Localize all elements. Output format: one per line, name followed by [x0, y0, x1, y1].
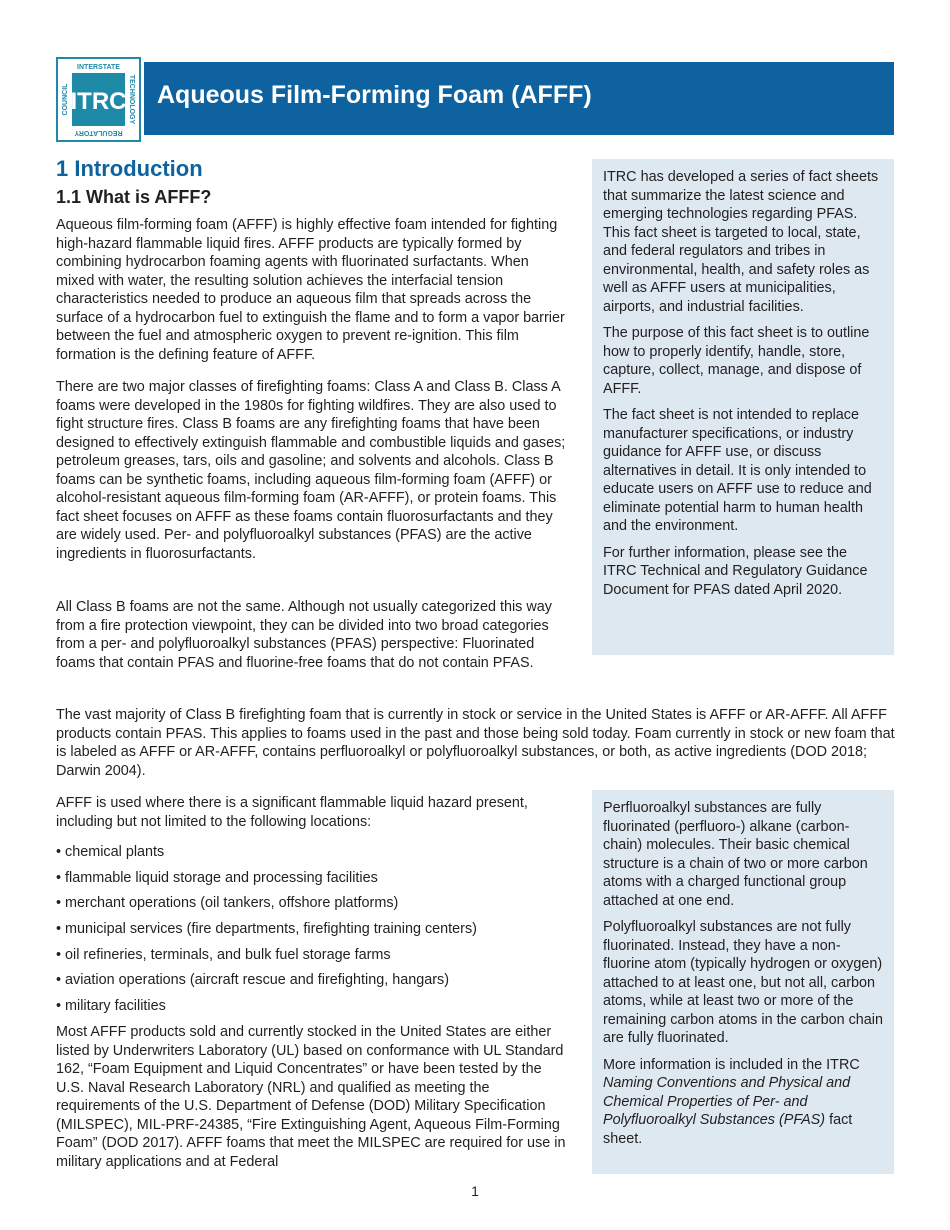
list-item: • aviation operations (aircraft rescue and firefighting, hangars)	[56, 972, 449, 989]
logo-main-text: ITRC	[70, 88, 127, 115]
sidebar-fact-sheet-info	[592, 159, 894, 655]
page-number: 1	[471, 1183, 479, 1199]
sidebar-paragraph: ITRC has developed a series of fact sheets that summarize the latest science and emerging technologies regarding PFAS. This fact sheet is targeted to local, state, and federal regulators and tribes in environmental, health, and safety roles as well as AFFF users at municipalities, airports, and industrial facilities.	[603, 169, 879, 315]
sidebar-paragraph: Perfluoroalkyl substances are fully fluorinated (perfluoro-) alkane (carbon-chain) molecules. Their basic chemical structure is a chain of two or more carbon atoms with a charged functional group attached at one end.	[603, 800, 868, 909]
list-item: • oil refineries, terminals, and bulk fuel storage farms	[56, 946, 391, 963]
paragraph-foam-classes: There are two major classes of firefighting foams: Class A and Class B. Class A foams were developed in the 1980s for fighting wildfires. They are also used to fight structure fires. Class B foams are any firefighting foams that have been designed to effectively extinguish flammable and combustible liquids and gases; petroleum greases, tars, oils and gasoline; and solvents and alcohols. Class B foams can be synthetic foams, including aqueous film-forming foam (AFFF) or alcohol-resistant aqueous film-forming foam (AR-AFFF), or protein foams. This fact sheet focuses on AFFF as these foams contain fluorosurfactants and they are widely used. Per- and polyfluoroalkyl substances (PFAS) are the active ingredients in fluorosurfactants.	[56, 379, 566, 562]
paragraph-afff-usage: AFFF is used where there is a significant flammable liquid hazard present, including but not limited to the following locations:	[56, 795, 528, 830]
reference-suffix: fact sheet.	[603, 1112, 853, 1147]
paragraph-afff-definition: Aqueous film-forming foam (AFFF) is highly effective foam intended for fighting high-hazard flammable liquid fires. AFFF products are typically formed by combining hydrocarbon foaming agents with fluorinated surfactants. When mixed with water, the resulting solution achieves the interfacial tension characteristics needed to produce an aqueous film that spreads across the surface of a hydrocarbon fuel to extinguish the flame and to form a vapor barrier between the fuel and atmospheric oxygen to prevent re-ignition. This film formation is the defining feature of AFFF.	[56, 217, 565, 363]
list-item: • merchant operations (oil tankers, offshore platforms)	[56, 895, 399, 912]
list-item: • municipal services (fire departments, firefighting training centers)	[56, 921, 477, 938]
reference-prefix: More information is included in the ITRC	[603, 1056, 860, 1073]
section-heading: 1 Introduction	[56, 156, 203, 181]
reference-title: Naming Conventions and Physical and Chemical Properties of Per- and Polyfluoroalkyl Substances (PFAS)	[603, 1075, 851, 1128]
sidebar-paragraph: Polyfluoroalkyl substances are not fully fluorinated. Instead, they have a non-fluorine atom (typically hydrogen or oxygen) attached to at least one, but not all, carbon atoms, while at least two or more of the remaining carbon atoms in the carbon chain are fully fluorinated.	[603, 919, 883, 1046]
list-item: • chemical plants	[56, 844, 165, 860]
paragraph-afff-stock: The vast majority of Class B firefighting foam that is currently in stock or service in the United States is AFFF or AR-AFFF. All AFFF products contain PFAS. This applies to foams used in the past and those being sold today. Foam currently in stock or new foam that is labeled as AFFF or AR-AFFF, contains perfluoroalkyl or polyfluoroalkyl substances, or both, as active ingredients (DOD 2018; Darwin 2004).	[56, 707, 895, 779]
subsection-heading: 1.1 What is AFFF?	[56, 187, 212, 207]
logo-right-text: TECHNOLOGY	[128, 74, 135, 125]
paragraph-class-b-categories: All Class B foams are not the same. Although not usually categorized this way from a fire protection viewpoint, they can be divided into two broad categories from a per- and polyfluoroalkyl substances (PFAS) perspective: Fluorinated foams that contain PFAS and fluorine-free foams that do not contain PFAS.	[56, 599, 552, 671]
page-title: Aqueous Film-Forming Foam (AFFF)	[157, 81, 592, 109]
list-item: • military facilities	[56, 998, 166, 1015]
header-bar	[144, 62, 894, 135]
sidebar-paragraph: For further information, please see the ITRC Technical and Regulatory Guidance Document for PFAS dated April 2020.	[603, 544, 868, 598]
sidebar-paragraph: The purpose of this fact sheet is to outline how to properly identify, handle, store, capture, collect, manage, and dispose of AFFF.	[603, 325, 870, 397]
sidebar-paragraph: The fact sheet is not intended to replace manufacturer specifications, or industry guidance for AFFF use, or discuss alternatives in detail. It is only intended to educate users on AFFF use to reduce and eliminate potential harm to human health and the environment.	[603, 407, 872, 534]
itrc-logo-icon	[58, 59, 139, 140]
locations-list	[56, 843, 568, 1023]
list-item: • flammable liquid storage and processing facilities	[56, 869, 378, 886]
logo-left-text: COUNCIL	[62, 83, 69, 116]
sidebar-pfas-definitions	[592, 790, 894, 1174]
logo-bottom-text: REGULATORY	[74, 129, 123, 136]
paragraph-ul-milspec: Most AFFF products sold and currently stocked in the United States are either listed by Underwriters Laboratory (UL) based on conformance with UL Standard 162, “Foam Equipment and Liquid Concentrates” or have been tested by the U.S. Naval Research Laboratory (NRL) and qualified as meeting the requirements of the U.S. Department of Defense (DOD) Military Specification (MILSPEC), MIL-PRF-24385, “Fire Extinguishing Agent, Aqueous Film-Forming Foam” (DOD 2017). AFFF foams that meet the MILSPEC are required for use in military applications and at Federal	[56, 1024, 566, 1170]
itrc-logo	[56, 57, 141, 142]
sidebar-paragraph-reference	[603, 1056, 883, 1149]
logo-top-text: INTERSTATE	[77, 64, 120, 71]
